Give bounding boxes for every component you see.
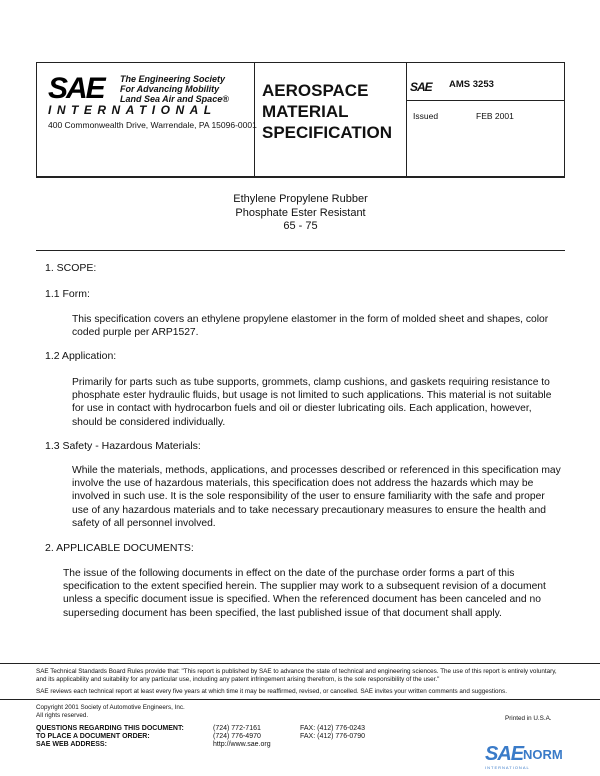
order-fax: FAX: (412) 776-0790 xyxy=(300,733,365,740)
copyright: Copyright 2001 Society of Automotive Engineers, Inc. xyxy=(36,704,185,711)
section-1-1-heading: 1.1 Form: xyxy=(45,288,90,300)
header-number-divider xyxy=(406,100,565,101)
document-subject: Ethylene Propylene Rubber Phosphate Ester Resistant 65 - 75 xyxy=(233,193,368,232)
international-wordmark: INTERNATIONAL xyxy=(48,103,217,117)
section-1-heading: 1. SCOPE: xyxy=(45,262,97,274)
watermark-norm-word: NORM xyxy=(523,747,563,762)
section-1-3-heading: 1.3 Safety - Hazardous Materials: xyxy=(45,440,201,452)
header-divider-2 xyxy=(406,62,407,177)
section-1-1-text: This specification covers an ethylene propylene elastomer in the form of molded sheet and shapes, color coded purple per ARP1527. xyxy=(72,314,549,339)
document-number: AMS 3253 xyxy=(449,79,494,90)
footer-rule-2 xyxy=(0,699,600,700)
footer-rule xyxy=(0,663,600,664)
watermark-sae-mark: SAE xyxy=(485,743,524,765)
subject-top-rule xyxy=(36,177,565,178)
society-tagline: The Engineering Society For Advancing Mobility Land Sea Air and Space® xyxy=(120,74,229,104)
society-address: 400 Commonwealth Drive, Warrendale, PA 15096-0001 xyxy=(48,120,257,130)
order-label: TO PLACE A DOCUMENT ORDER: xyxy=(36,733,150,740)
footer-rules-note: SAE Technical Standards Board Rules provide that: "This report is published by SAE to advance the state of technical and engineering sciences. The use of this report is entirely voluntary, and its applicability and suitability for any particular use, including any patent infringement arising therefrom, is the sole responsibility of the user." xyxy=(36,668,557,683)
printed-in: Printed in U.S.A. xyxy=(505,715,552,722)
sae-logo-mark: SAE xyxy=(48,72,104,105)
questions-label: QUESTIONS REGARDING THIS DOCUMENT: xyxy=(36,725,184,732)
issued-date: FEB 2001 xyxy=(476,111,514,121)
section-2-heading: 2. APPLICABLE DOCUMENTS: xyxy=(45,542,194,554)
order-phone: (724) 776-4970 xyxy=(213,733,261,740)
subject-bottom-rule xyxy=(36,250,565,251)
questions-fax: FAX: (412) 776-0243 xyxy=(300,725,365,732)
issued-label: Issued xyxy=(413,111,439,121)
rights-reserved: All rights reserved. xyxy=(36,712,89,719)
section-2-text: The issue of the following documents in effect on the date of the purchase order forms a part of this specification to the extent specified herein. The supplier may work to a subsequent revision of a document unless a specific document issue is specified. When the referenced document has been canceled and no superseding document has been specified, the last published issue of that document shall apply. xyxy=(63,568,546,619)
footer-review-note: SAE reviews each technical report at least every five years at which time it may be reaffirmed, revised, or cancelled. SAE invites your written comments and suggestions. xyxy=(36,688,507,695)
questions-phone: (724) 772-7161 xyxy=(213,725,261,732)
sae-norm-watermark xyxy=(485,743,595,769)
watermark-sub: INTERNATIONAL xyxy=(485,765,530,770)
section-1-3-text: While the materials, methods, applications, and processes described or referenced in this specification may involve the use of hazardous materials, this specification does not address the hazards which may be involved in such use. It is the sole responsibility of the user to ensure familiarity with the safe and proper use of any hazardous materials and to take necessary precautionary measures to ensure the health and safety of all personnel involved. xyxy=(72,465,561,529)
web-label: SAE WEB ADDRESS: xyxy=(36,741,107,748)
sae-small-mark: SAE xyxy=(410,80,432,94)
document-type-title: AEROSPACE MATERIAL SPECIFICATION xyxy=(262,81,393,142)
section-1-2-text: Primarily for parts such as tube supports, grommets, clamp cushions, and gaskets requiring resistance to phosphate ester hydraulic fluids, but usage is not limited to such applications. This material is not suitable for use in contact with hydrocarbon fuels and oil or diester lubricating oils. Each application, however, should be considered individually. xyxy=(72,377,552,428)
sae-international-logo xyxy=(48,74,258,134)
section-1-2-heading: 1.2 Application: xyxy=(45,350,117,362)
web-address-link[interactable]: http://www.sae.org xyxy=(213,741,271,748)
